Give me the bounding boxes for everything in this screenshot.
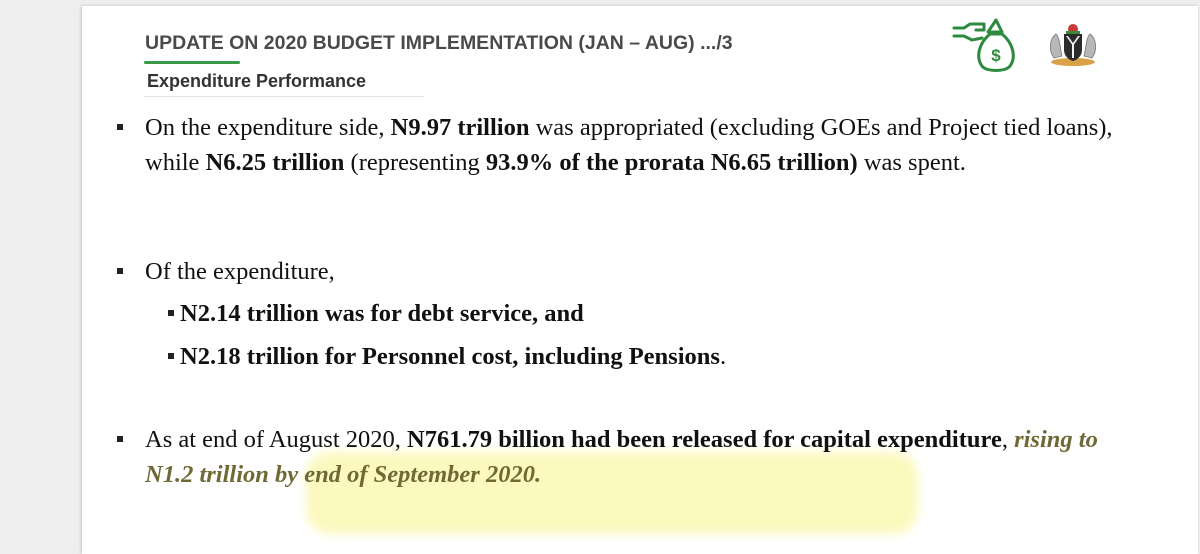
highlighted-text: rising to N1.2 trillion by end of September 2020. [145,426,1098,488]
sub-bullet-personnel-cost: N2.18 trillion for Personnel cost, including Pensions. [180,343,727,370]
sub-bullet-marker [168,310,174,316]
bullet-expenditure-appropriated: On the expenditure side, N9.97 trillion was appropriated (excluding GOEs and Project tied loans), while N6.25 trillion (representing 93.9% of the prorata N6.65 trillion) was spent. [145,114,1113,176]
money-bag-icon [950,14,1026,76]
bullet-marker [117,436,123,442]
bullet-marker [117,268,123,274]
slide-title: UPDATE ON 2020 BUDGET IMPLEMENTATION (JAN – AUG) .../3 [145,32,733,54]
title-accent-line [144,61,240,64]
sub-bullet-debt-service: N2.14 trillion was for debt service, and [180,300,584,327]
bullet-marker [117,124,123,130]
sub-bullet-marker [168,353,174,359]
bullet-of-the-expenditure: Of the expenditure, [145,258,335,285]
dollar-symbol: $ [991,46,1001,65]
coat-of-arms-icon [1044,20,1102,68]
slide-subtitle: Expenditure Performance [147,71,367,91]
bullet-capital-expenditure: As at end of August 2020, N761.79 billion had been released for capital expenditure, rising to N1.2 trillion by end of September 2020. [145,426,1098,488]
subtitle-divider [144,96,424,97]
